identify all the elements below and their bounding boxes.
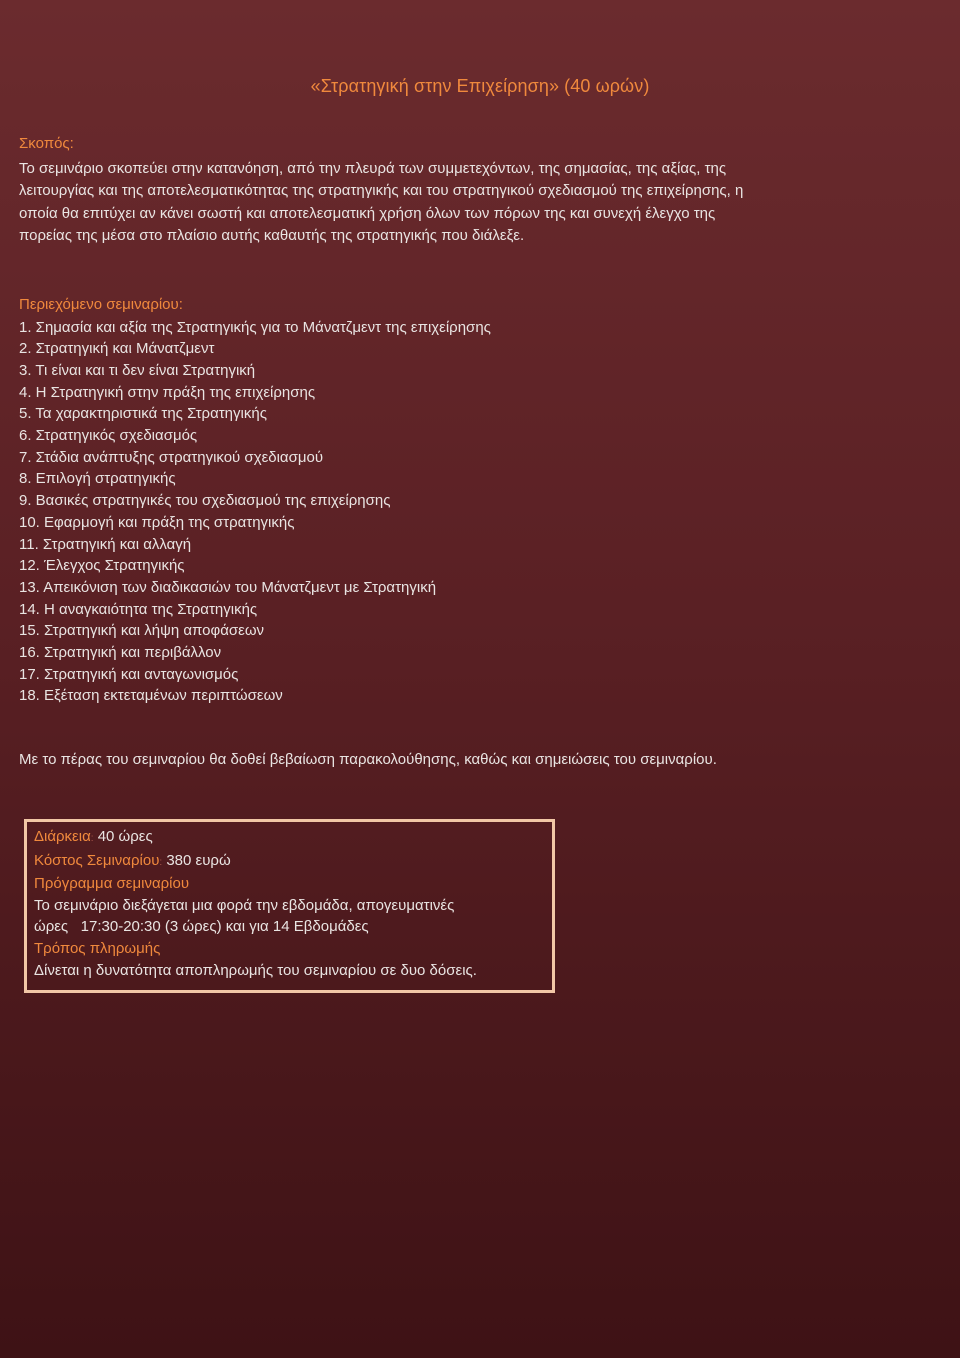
schedule-label: Πρόγραμμα σεμιναρίου <box>34 875 190 893</box>
purpose-line: οποία θα επιτύχει αν κάνει σωστή και αποτελεσματική χρήση όλων των πόρων της και συνεχή έλεγχο της <box>19 204 716 222</box>
list-item: 1. Σημασία και αξία της Στρατηγικής για το Μάνατζμεντ της επιχείρησης <box>19 318 491 336</box>
purpose-line: Το σεμινάριο σκοπεύει στην κατανόηση, από την πλευρά των συμμετεχόντων, της σημασίας, της αξίας, της <box>19 159 727 177</box>
contents-list <box>19 317 491 708</box>
contents-section <box>19 294 491 707</box>
schedule-line: Το σεμινάριο διεξάγεται μια φορά την εβδομάδα, απογευματινές <box>34 896 455 914</box>
list-item: 18. Εξέταση εκτεταμένων περιπτώσεων <box>19 687 283 705</box>
list-item: 10. Εφαρμογή και πράξη της στρατηγικής <box>19 513 295 531</box>
page-title: «Στρατηγική στην Επιχείρηση» (40 ωρών) <box>310 76 650 96</box>
list-item: 2. Στρατηγική και Μάνατζμεντ <box>19 340 215 358</box>
cost-value: 380 ευρώ <box>166 851 231 869</box>
list-item: 11. Στρατηγική και αλλαγή <box>19 535 192 553</box>
list-item: 17. Στρατηγική και ανταγωνισμός <box>19 665 239 683</box>
list-item: 8. Επιλογή στρατηγικής <box>19 470 176 488</box>
purpose-line: λειτουργίας και της αποτελεσματικότητας της στρατηγικής και του στρατηγικού σχεδιασμού της επιχείρησης, η <box>19 182 744 199</box>
list-item: 3. Τι είναι και τι δεν είναι Στρατηγική <box>19 361 256 379</box>
contents-label: Περιεχόμενο σεμιναρίου: <box>19 296 183 313</box>
duration-label: Διάρκεια <box>34 828 91 845</box>
info-box <box>24 819 555 993</box>
list-item: 12. Έλεγχος Στρατηγικής <box>19 557 185 575</box>
cost-separator: : <box>159 856 163 868</box>
list-item: 5. Τα χαρακτηριστικά της Στρατηγικής <box>19 405 267 423</box>
list-item: 6. Στρατηγικός σχεδιασμός <box>19 427 198 445</box>
purpose-label: Σκοπός: <box>19 135 74 152</box>
purpose-line: πορείας της μέσα στο πλαίσιο αυτής καθαυτής της στρατηγικής που διάλεξε. <box>19 227 525 244</box>
schedule-line: ώρες 17:30-20:30 (3 ώρες) και για 14 Εβδομάδες <box>34 918 369 936</box>
list-item: 4. Η Στρατηγική στην πράξη της επιχείρησης <box>19 383 316 401</box>
duration-separator: : <box>90 833 94 844</box>
list-item: 9. Βασικές στρατηγικές του σχεδιασμού της επιχείρησης <box>19 492 391 510</box>
list-item: 15. Στρατηγική και λήψη αποφάσεων <box>19 622 265 640</box>
payment-text: Δίνεται η δυνατότητα αποπληρωμής του σεμιναρίου σε δυο δόσεις. <box>34 961 477 979</box>
certificate-note: Με το πέρας του σεμιναρίου θα δοθεί βεβαίωση παρακολούθησης, καθώς και σημειώσεις του σεμιναρίου. <box>19 751 717 768</box>
list-item: 13. Απεικόνιση των διαδικασιών του Μάνατζμεντ με Στρατηγική <box>19 578 437 596</box>
list-item: 16. Στρατηγική και περιβάλλον <box>19 644 222 662</box>
list-item: 14. Η αναγκαιότητα της Στρατηγικής <box>19 600 258 618</box>
duration-value: 40 ώρες <box>97 828 153 845</box>
list-item: 7. Στάδια ανάπτυξης στρατηγικού σχεδιασμού <box>19 448 324 466</box>
cost-row <box>34 850 545 874</box>
duration-row <box>34 826 545 850</box>
payment-label: Τρόπος πληρωμής <box>34 939 161 957</box>
cost-label: Κόστος Σεμιναρίου <box>34 851 160 869</box>
purpose-section <box>19 133 819 248</box>
